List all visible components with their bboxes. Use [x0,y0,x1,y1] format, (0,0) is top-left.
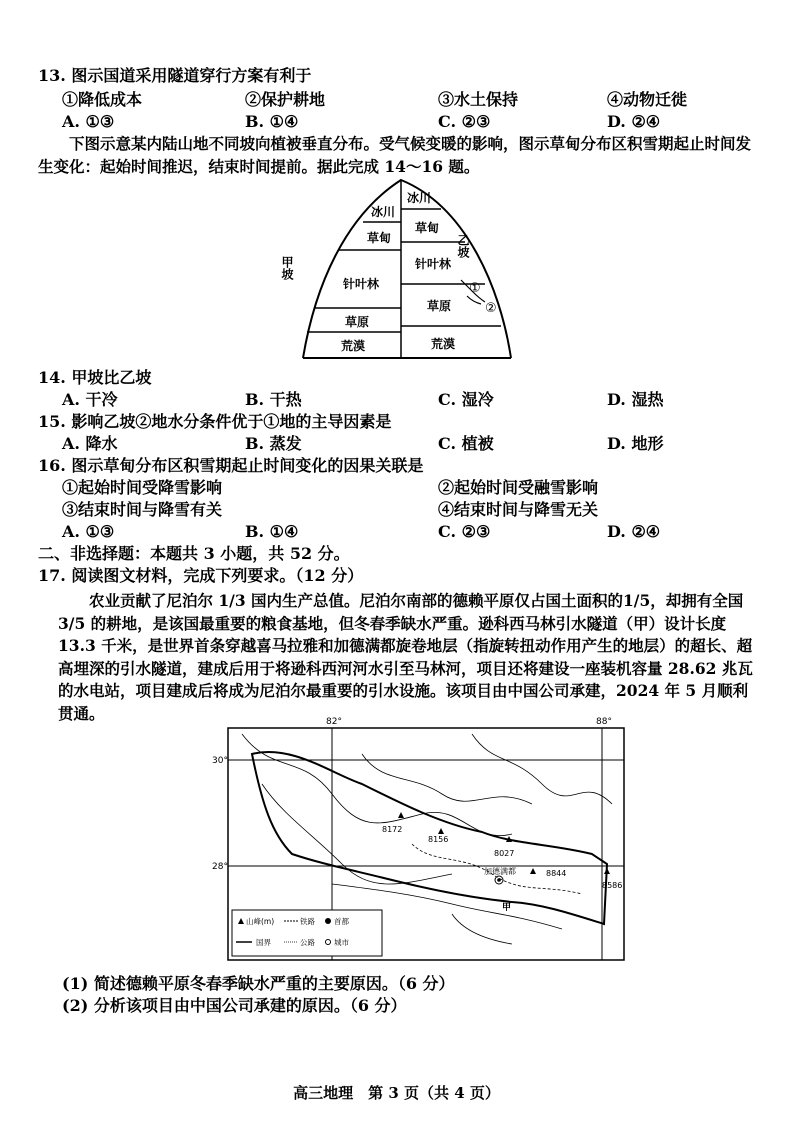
peak-8586: 8586 [602,881,623,890]
q16-item-2: ②起始时间受融雪影响 [438,478,599,497]
right-zone-steppe: 草原 [426,299,452,313]
left-zone-steppe: 草原 [344,315,370,329]
q17-material: 农业贡献了尼泊尔 1/3 国内生产总值。尼泊尔南部的德赖平原仅占国土面积的1/5，却拥有全国 3/5 的耕地，是该国最重要的粮食基地，但冬春季缺水严重。逊科西马林引水隧道（甲）设计长度 13.3 千米，是世界首条穿越喜马拉雅和加德满都旋卷地层（指旋转扭动作用产生的地层）的超长、超高埋深的引水隧道，建成后用于将逊科西河河水引至马林河，项目还将建设一座装机容量 28.62 兆瓦的水电站，项目建成后将成为尼泊尔最重要的引水设施。该项目由中国公司承建，2024 年 5 月顺利贯通。 [58,591,753,723]
q13-item-2: ②保护耕地 [245,90,326,109]
q13-item-3: ③水土保持 [438,90,519,109]
q16-option-c: C. ②③ [438,522,491,541]
q14-option-d: D. 湿热 [607,390,664,409]
q15-option-b: B. 蒸发 [245,434,302,453]
q16-item-1: ①起始时间受降雪影响 [62,478,223,497]
q13-option-a: A. ①③ [62,112,115,131]
q15-option-a: A. 降水 [62,434,118,453]
q16-option-d: D. ②④ [607,522,661,541]
q15-option-c: C. 植被 [438,434,494,453]
q13-item-1: ①降低成本 [62,90,143,109]
vegetation-zone-diagram [280,176,525,362]
q13-item-4: ④动物迁徙 [607,90,688,109]
q16-item-3: ③结束时间与降雪有关 [62,500,223,519]
right-slope-label: 乙坡 [456,234,470,258]
lat-label-30: 30° [212,756,228,766]
q14-stem: 14. 甲坡比乙坡 [38,368,152,387]
lon-label-88: 88° [596,717,612,727]
legend-capital: 首都 [334,917,349,926]
peak-8844: 8844 [546,869,567,878]
q14-option-a: A. 干冷 [62,390,118,409]
legend-border: 国界 [256,938,271,947]
lat-label-28: 28° [212,862,228,872]
legend-road: 公路 [300,938,315,947]
intro-14-16: 下图示意某内陆山地不同坡向植被垂直分布。受气候变暖的影响，图示草甸分布区积雪期起止时间发生变化：起始时间推迟，结束时间提前。据此完成 14～16 题。 [38,134,752,176]
legend-railway: 铁路 [300,917,315,926]
q16-option-b: B. ①④ [245,522,299,541]
q14-option-b: B. 干热 [245,390,302,409]
q13-option-d: D. ②④ [607,112,661,131]
marker-1: ① [469,281,481,296]
q15-option-d: D. 地形 [607,434,664,453]
q14-option-c: C. 湿冷 [438,390,494,409]
q17-sub-1: (1) 简述德赖平原冬春季缺水严重的主要原因。（6 分） [62,974,455,993]
q16-stem: 16. 图示草甸分布区积雪期起止时间变化的因果关联是 [38,456,424,475]
peak-8156: 8156 [428,835,449,844]
q15-stem: 15. 影响乙坡②地水分条件优于①地的主导因素是 [38,412,392,431]
left-zone-glacier: 冰川 [370,205,396,219]
legend-peak: 山峰(m) [246,917,275,926]
right-zone-conifer: 针叶林 [414,257,452,271]
right-zone-desert: 荒漠 [430,337,456,351]
section-2-heading: 二、非选择题：本题共 3 小题，共 52 分。 [38,544,350,563]
lon-label-82: 82° [326,717,342,727]
q16-item-4: ④结束时间与降雪无关 [438,500,599,519]
marker-2: ② [485,301,497,316]
capital-kathmandu: 加德满都 [484,867,516,876]
q16-option-a: A. ①③ [62,522,115,541]
legend-city: 城市 [334,938,349,947]
q13-option-c: C. ②③ [438,112,491,131]
left-zone-meadow: 草甸 [366,231,392,245]
q13-option-b: B. ①④ [245,112,299,131]
left-zone-desert: 荒漠 [340,339,366,353]
left-slope-label: 甲坡 [280,256,294,280]
left-zone-conifer: 针叶林 [342,277,380,291]
nepal-map [212,714,632,966]
tunnel-label: 甲 [502,903,512,913]
peak-8027: 8027 [494,849,515,858]
q17-sub-2: (2) 分析该项目由中国公司承建的原因。（6 分） [62,996,407,1015]
q13-stem: 13. 图示国道采用隧道穿行方案有利于 [38,66,312,85]
page-footer: 高三地理 第 3 页（共 4 页） [293,1084,500,1102]
peak-8172: 8172 [382,825,403,834]
q17-stem: 17. 阅读图文材料，完成下列要求。（12 分） [38,566,364,585]
right-zone-meadow: 草甸 [414,221,440,235]
right-zone-glacier: 冰川 [406,191,432,205]
